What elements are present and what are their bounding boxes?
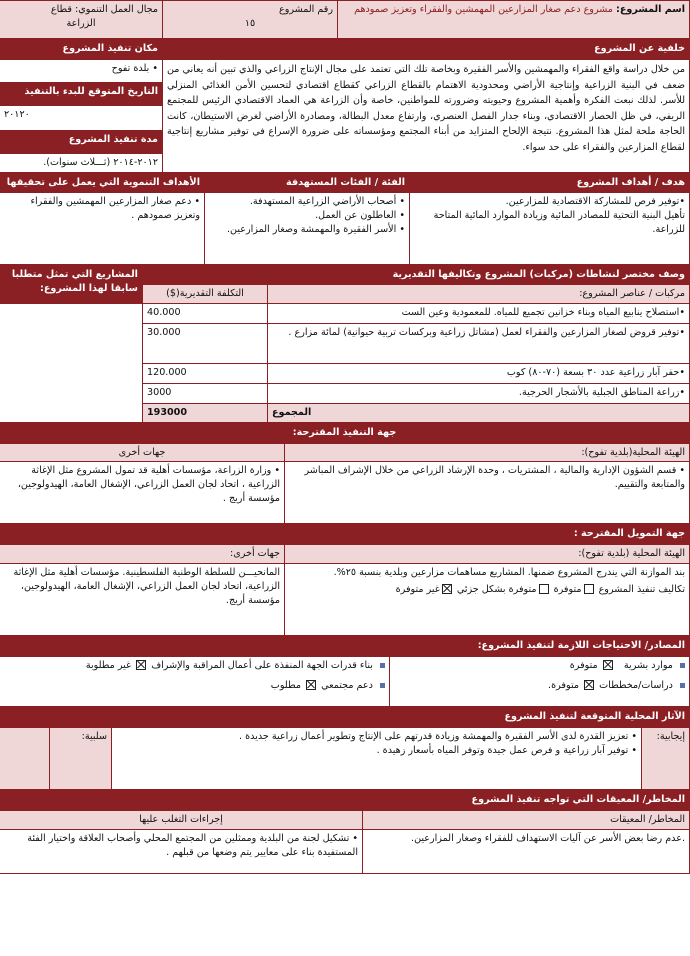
impl-other-title: جهات أخرى (0, 443, 285, 462)
checkbox-available[interactable] (584, 584, 594, 594)
positive-list (112, 728, 642, 790)
objectives-list (410, 192, 690, 264)
components-col-cost: التكلفة التقديرية($) (142, 284, 267, 303)
resources-title: المصادر/ الاحتياجات اللازمة لتنفيذ المشروع: (0, 637, 690, 657)
component-row-cost (142, 323, 267, 363)
positive-label: إيجابية: (642, 728, 690, 790)
impl-local-text: • قسم الشؤون الإدارية والمالية ، المشتريات ، وحدة الإرشاد الزراعي من خلال الإشراف المباشر والمتابعة والتقييم. (285, 462, 690, 524)
risk-text: .عدم رضا بعض الأسر عن آليات الاستهداف للفقراء وصغار المزارعين. (363, 830, 690, 874)
target-item: • الأسر الفقيرة والمهمشة وصغار المزارعين. (227, 223, 405, 235)
components-total-label: المجموع (268, 403, 690, 422)
targets-title: الفئة / الفئات المستهدفة (205, 173, 410, 192)
start-date-value (0, 106, 163, 131)
resource-capacity-value: غير مطلوبة (85, 660, 132, 672)
resource-capacity (4, 659, 385, 673)
resources-left (390, 657, 690, 707)
resource-community-label: دعم مجتمعي (321, 680, 373, 692)
dev-goals-list (0, 192, 205, 264)
funding-table (0, 524, 690, 636)
goals-table (0, 173, 690, 265)
project-number-label: رقم المشروع (279, 4, 333, 15)
impl-other-text: • وزارة الزراعة، مؤسسات أهلية قد تمول المشروع مثل الإغاثة الزراعية ، اتحاد لجان العمل الزراعي، الإشغال العامة، الهيدولوجين، مؤسسة أريج . (0, 462, 285, 524)
checkbox-capacity[interactable] (136, 660, 146, 670)
project-number-value: ١٥ (244, 17, 256, 29)
target-item: • العاطلون عن العمل. (315, 209, 405, 221)
opt-partial-label: متوفرة بشكل جزئي (456, 584, 537, 596)
component-row-cost (142, 363, 267, 383)
risks-col-risk: المخاطر/ المعيقات (363, 811, 690, 830)
bullet-square-icon (680, 663, 685, 668)
background-title: خلفية عن المشروع (163, 40, 690, 60)
start-date-title: التاريخ المتوقع للبدء بالتنفيذ (0, 83, 163, 106)
funding-local-text: بند الموازنة التي يندرج المشروع ضمنها. المشاريع مساهمات مزارعين وبلدية بنسبة ٢٥%. (333, 567, 685, 579)
duration-value: ٢٠١٢-٢٠١٤ (ثـــلاث سنوات). (0, 154, 163, 173)
component-row-item: •توفير قروض لصغار المزارعين والفقراء لعمل (مشاتل زراعية وبركسات تربية حيوانية) لمائة مزارع . (268, 323, 690, 363)
checkbox-studies[interactable] (584, 680, 594, 690)
impl-local-title: الهيئة المحلية(بلدية تفوح): (285, 443, 690, 462)
positive-item: • تعزيز القدرة لدى الأسر الفقيرة والمهمشة وزيادة قدرتهم على الإنتاج وتطوير أعمال زراعية جديدة . (239, 731, 637, 743)
dev-goals-title: الأهداف التنموية التي يعمل على تحقيقها (0, 173, 205, 192)
project-name-value: مشروع دعم صغار المزارعين المهمشين والفقراء وتعزيز صمودهم (354, 4, 613, 15)
risks-table (0, 790, 690, 874)
resource-capacity-label: بناء قدرات الجهة المنفذة على أعمال المراقبة والإشراف (151, 660, 373, 672)
component-row-item: •زراعة المناطق الجبلية بالأشجار الحرجية. (268, 383, 690, 403)
prereq-body (0, 303, 142, 422)
funding-title: جهة التمويل المقترحة : (0, 525, 690, 545)
dev-goal-item: • دعم صغار المزارعين المهمشين والفقراء وتعزيز صمودهم . (30, 195, 200, 221)
funding-other-text: المانحيـــن للسلطة الوطنية الفلسطينية. مؤسسات أهلية مثل الإغاثة الزراعية، اتحاد لجان العمل الزراعي، الإشغال العامة، الهيدولوجين، مؤسسة أريج. (0, 564, 285, 636)
resource-studies-label: دراسات/مخططات (599, 680, 673, 692)
funding-cost-label: تكاليف تنفيذ المشروع (598, 584, 685, 596)
targets-list (205, 192, 410, 264)
checkbox-partial[interactable] (539, 584, 549, 594)
resource-human-value: متوفرة (569, 660, 598, 672)
funding-other-title: جهات أخرى: (0, 545, 285, 564)
components-total-value: 193000 (146, 406, 188, 418)
implementation-table (0, 423, 690, 525)
funding-cost-options (289, 583, 685, 597)
risks-title: المخاطر/ المعيقات التي تواجه تنفيذ المشروع (0, 791, 690, 811)
sector-value: الزراعة (66, 17, 96, 29)
prereq-title: المشاريع التي تمثل متطلبا سابقا لهذا المشروع: (0, 265, 142, 303)
risks-col-measures: إجراءات التغلب عليها (0, 811, 363, 830)
opt-unavailable-label: غير متوفرة (395, 584, 440, 596)
resource-human-label: موارد بشرية (623, 660, 673, 672)
bullet-square-icon (380, 683, 385, 688)
component-cost-value: 40.000 (146, 306, 181, 318)
sector-cell (0, 1, 163, 39)
components-title: وصف مختصر لنشاطات (مركبات) المشروع وتكاليفها التقديرية (142, 265, 689, 284)
component-row-cost (142, 383, 267, 403)
resource-community (4, 679, 385, 693)
duration-title: مدة تنفيذ المشروع (0, 131, 163, 154)
background-table (0, 39, 690, 173)
target-item: • أصحاب الأراضي الزراعية المستهدفة. (249, 195, 405, 207)
header-table (0, 0, 690, 39)
resource-studies-value: متوفرة. (548, 680, 579, 692)
resources-right (0, 657, 390, 707)
effects-table (0, 707, 690, 790)
bullet-square-icon (380, 663, 385, 668)
negative-body (0, 728, 50, 790)
location-title: مكان تنفيذ المشروع (0, 40, 163, 60)
funding-local-cell (285, 564, 690, 636)
project-number-cell (163, 1, 338, 39)
bullet-square-icon (680, 683, 685, 688)
component-cost-value: 3000 (146, 386, 172, 398)
resource-community-value: مطلوب (270, 680, 301, 692)
location-value: • بلدة تفوح (0, 60, 163, 83)
resource-studies (394, 679, 685, 693)
project-name-cell (338, 1, 690, 39)
opt-available-label: متوفرة (553, 584, 582, 596)
component-row-cost (142, 303, 267, 323)
resources-table (0, 636, 690, 707)
components-total-cell (142, 403, 267, 422)
component-row-item: •استصلاح ينابيع المياه وبناء خزانين تجميع للمياه. للمعمودية وعين الست (268, 303, 690, 323)
checkbox-human[interactable] (603, 660, 613, 670)
effects-title: الآثار المحلية المتوقعة لتنفيذ المشروع (0, 708, 690, 728)
objective-item: تأهيل البنية التحتية للمصادر المائية وزيادة الموارد المائية المتاحة للزراعة. (433, 209, 685, 235)
checkbox-community[interactable] (306, 680, 316, 690)
positive-item: • توفير آبار زراعية و فرص عمل جيدة وتوفر المياه بأسعار زهيدة . (376, 745, 637, 757)
negative-label: سلبية: (50, 728, 112, 790)
start-date-number: ٢٠١٢٠ (4, 109, 30, 120)
components-table (0, 265, 690, 423)
sector-label: مجال العمل التنموي: قطاع (50, 4, 158, 15)
funding-local-title: الهيئة المحلية (بلدية تفوح): (285, 545, 690, 564)
component-row-item: •حفر آبار زراعية عدد ٣٠ بسعة (٧٠-٨٠) كوب (268, 363, 690, 383)
components-col-item: مركبات / عناصر المشروع: (268, 284, 690, 303)
implementation-title: جهة التنفيذ المقترحة: (0, 423, 690, 443)
background-text: من خلال دراسة واقع الفقراء والمهمشين والأسر الفقيرة وبخاصة تلك التي تعتمد على مجال الإنتاج الزراعي والذي تبين أنه يعاني من ضعف في البنية الزراعية وإنتاجية الأراضي ومحدودية الاهتمام بالقطاع الزراعي كقطاع اقتصادي لتحسين الأمن الغذائي المنزلي للأسر. لذلك نبعت الفكرة وأهمية المشروع وحيويته وضرورته للمواطنين، خاصة وأن الزراعة هي العماد الاقتصادي الرئيس للمجتمع الريفي، في ظل الحصار الاقتصادي، وبناء جدار الفصل العنصري، وارتفاع معدل البطالة، ومصادرة الأراضي لغرض الاستيطان، كانت الحاجة ملحة لمثل هذا المشروع. نتيجة الإلحاح المتزايد من أبناء المجتمع ومؤسساته على ضرورة الإسراع في توفير مشاريع إنتاجية لقطاع المزارعين والفقراء على حد سواء. (163, 60, 690, 173)
project-name-label: اسم المشروع: (616, 4, 685, 15)
objectives-title: هدف / أهداف المشروع (410, 173, 690, 192)
measure-text: • تشكيل لجنة من البلدية وممثلين من المجتمع المحلي وأصحاب العلاقة واختيار الفئة المستفيدة بناء على معايير يتم وضعها من قبلهم . (0, 830, 363, 874)
component-cost-value: 120.000 (146, 366, 187, 378)
resource-human (394, 659, 685, 673)
component-cost-value: 30.000 (146, 326, 181, 338)
checkbox-unavailable[interactable] (442, 584, 452, 594)
objective-item: •توفير فرص للمشاركة الاقتصادية للمزارعين. (505, 195, 685, 207)
